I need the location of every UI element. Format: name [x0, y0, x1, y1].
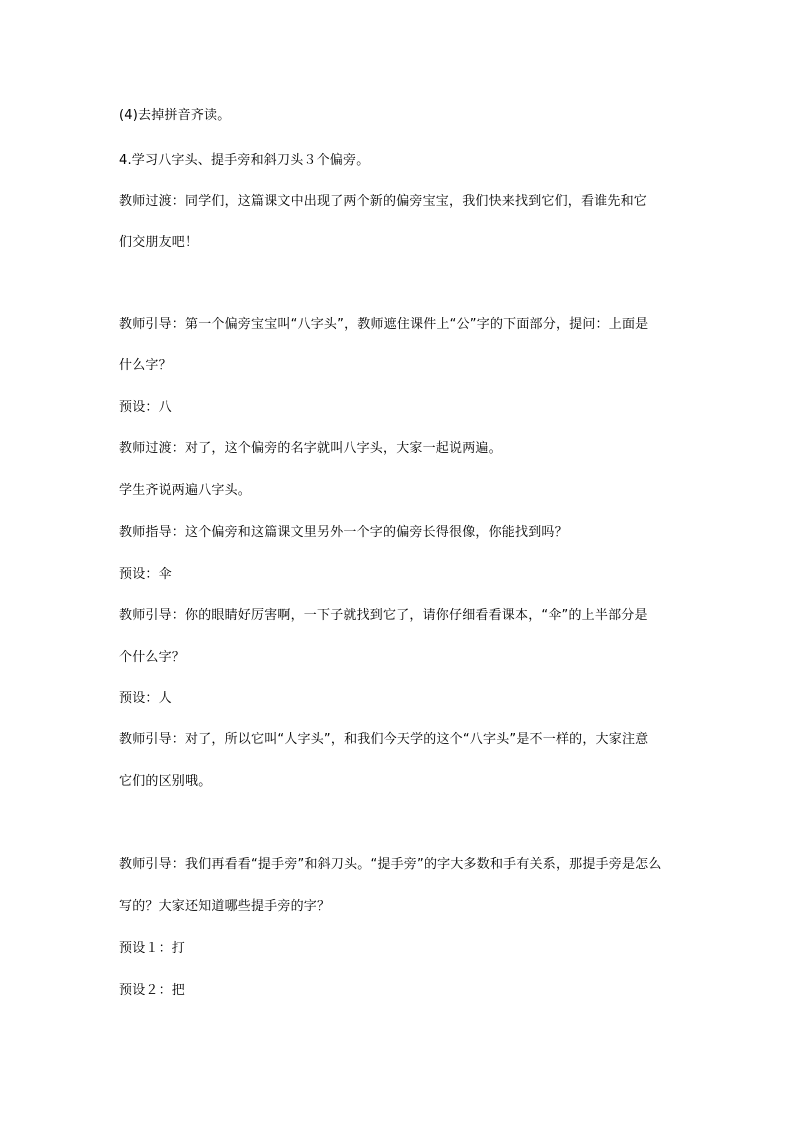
text-line-teacher-guide-1-cont: 什么字？: [119, 358, 172, 373]
text-line-teacher-transition-1: 教师过渡：同学们，这篇课文中出现了两个新的偏旁宝宝，我们快来找到它们，看谁先和它: [119, 194, 648, 209]
text-line-teacher-guide-2-cont: 个什么字？: [119, 650, 186, 665]
text-line-preset-ba: 预设：八: [119, 400, 172, 415]
text-line-teacher-guide-2: 教师引导：你的眼睛好厉害啊，一下子就找到它了，请你仔细看看课本，“伞”的上半部分是: [119, 608, 648, 623]
text-line-teacher-guide-4: 教师引导：我们再看看“提手旁”和斜刀头。“提手旁”的字大多数和手有关系，那提手旁是怎么: [119, 857, 662, 872]
text-line-teacher-transition-2: 教师过渡：对了，这个偏旁的名字就叫八字头，大家一起说两遍。: [119, 441, 502, 456]
text-line-teacher-guide-1: 教师引导：第一个偏旁宝宝叫“八字头”，教师遮住课件上“公”字的下面部分，提问：上面是: [119, 317, 649, 332]
text-line-students-recite: 学生齐说两遍八字头。: [119, 483, 252, 498]
text-line-teacher-direct: 教师指导：这个偏旁和这篇课文里另外一个字的偏旁长得很像，你能找到吗？: [119, 525, 568, 540]
text-line-preset-1: 预设１：打: [119, 941, 186, 956]
text-line-teacher-guide-3: 教师引导：对了，所以它叫“人字头”，和我们今天学的这个“八字头”是不一样的，大家注意: [119, 732, 649, 747]
text-line-preset-2: 预设２：把: [119, 983, 186, 998]
text-line-preset-ren: 预设：人: [119, 691, 172, 706]
text-line-teacher-guide-3-cont: 它们的区别哦。: [119, 774, 212, 789]
text-line-teacher-guide-4-cont: 写的？大家还知道哪些提手旁的字？: [119, 899, 331, 914]
text-line-section-4-heading: 4.学习八字头、提手旁和斜刀头３个偏旁。: [119, 153, 370, 168]
text-line-preset-san: 预设：伞: [119, 567, 172, 582]
text-line-step-4: (4)去掉拼音齐读。: [119, 108, 231, 123]
text-line-teacher-transition-1-cont: 们交朋友吧！: [119, 235, 199, 250]
